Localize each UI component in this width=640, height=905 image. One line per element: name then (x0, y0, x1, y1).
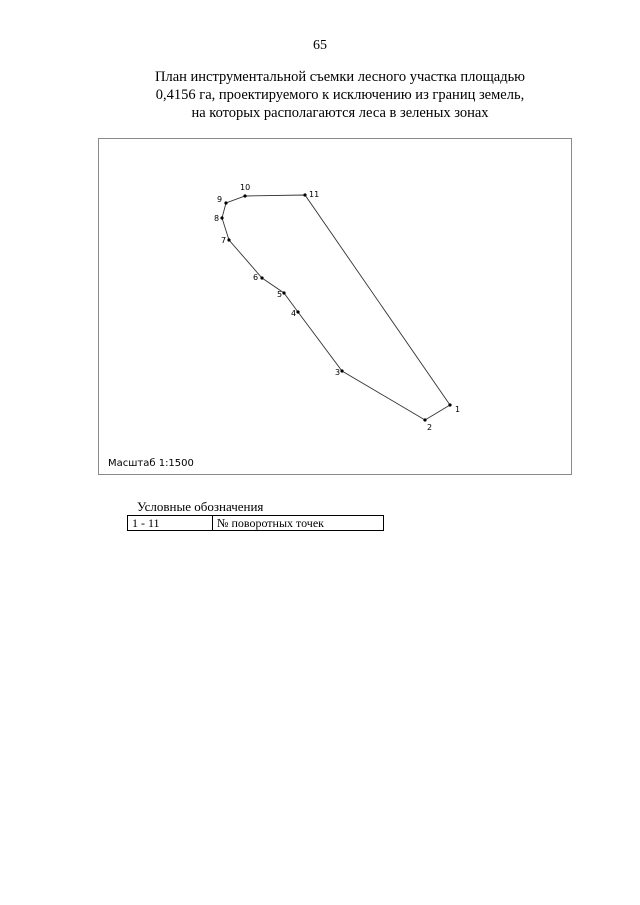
turning-point-4 (296, 310, 299, 313)
page-title (100, 68, 580, 122)
turning-point-label: 7 (221, 236, 227, 245)
legend-symbol: 1 - 11 (128, 516, 213, 531)
title-line-1: План инструментальной съемки лесного участка площадью (154, 69, 526, 85)
plot-boundary-line (222, 195, 450, 420)
title-line-3: на которых располагаются леса в зеленых зонах (191, 105, 489, 121)
turning-point-label: 3 (335, 368, 341, 377)
survey-plan (98, 138, 572, 475)
legend-description: № поворотных точек (213, 516, 384, 531)
title-line-2: 0,4156 га, проектируемого к исключению из границ земель, (155, 87, 525, 103)
turning-point-8 (220, 216, 223, 219)
turning-point-10 (243, 194, 246, 197)
turning-point-5 (282, 291, 285, 294)
plot-boundary-drawing (99, 139, 571, 474)
legend-row (128, 516, 384, 531)
turning-point-2 (423, 418, 426, 421)
legend-table (127, 515, 384, 531)
turning-point-label: 8 (214, 214, 220, 223)
turning-point-label: 11 (309, 190, 320, 199)
turning-point-label: 6 (253, 273, 259, 282)
turning-point-label: 2 (427, 423, 433, 432)
turning-point-6 (260, 276, 263, 279)
turning-point-label: 1 (455, 405, 461, 414)
legend-title: Условные обозначения (137, 499, 264, 514)
turning-point-label: 4 (291, 309, 297, 318)
turning-point-1 (448, 403, 451, 406)
turning-point-label: 9 (217, 195, 223, 204)
page-number: 65 (313, 38, 327, 53)
turning-point-9 (224, 201, 227, 204)
turning-point-11 (303, 193, 306, 196)
turning-point-3 (340, 369, 343, 372)
turning-point-label: 5 (277, 290, 283, 299)
scale-label: Масштаб 1:1500 (108, 458, 194, 469)
turning-point-label: 10 (240, 183, 251, 192)
turning-points (214, 183, 460, 432)
turning-point-7 (227, 238, 230, 241)
